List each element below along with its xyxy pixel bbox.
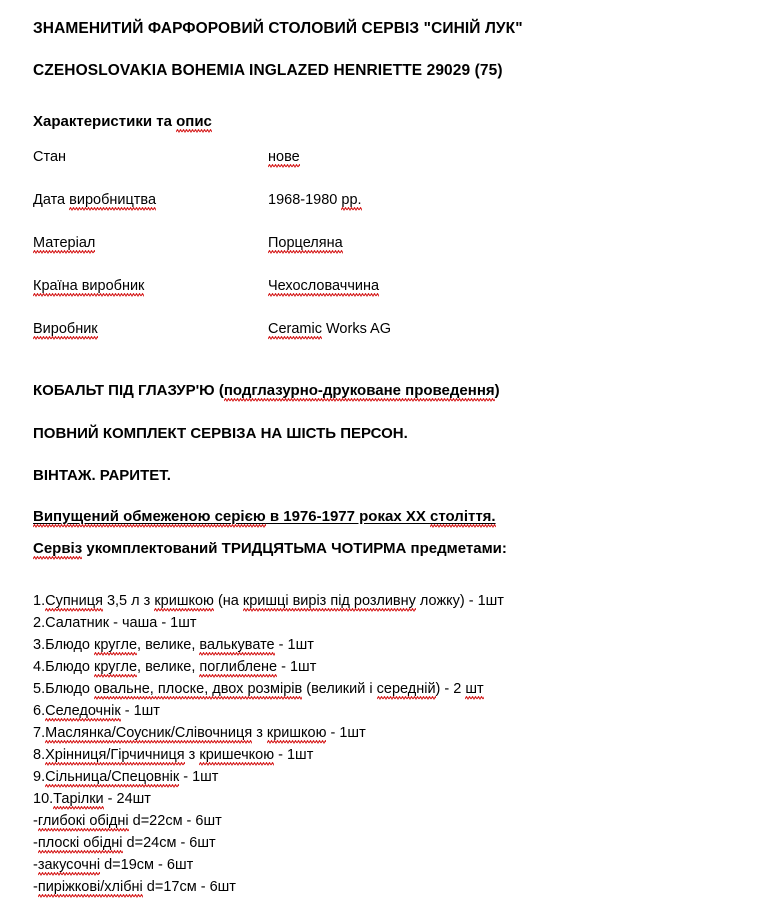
spec-value-manufacturer xyxy=(268,321,391,337)
spec-value-manufacturer-misspelled: Ceramic xyxy=(268,321,322,340)
statement-limited-mid: в 1976-1977 роках ХХ xyxy=(265,508,431,525)
list-text-misspelled: кругле xyxy=(94,637,137,656)
list-text-plain: , велике, xyxy=(137,659,200,675)
list-text-plain: 3,5 л з xyxy=(102,593,155,609)
list-text-misspelled: середній xyxy=(377,681,436,700)
statement-cobalt-tail: ) xyxy=(494,382,500,399)
list-text-misspelled: овальне, плоске, двох розмірів xyxy=(94,681,302,700)
list-text-plain: - xyxy=(33,857,38,873)
statement-count-rest: укомплектований ТРИДЦЯТЬМА ЧОТИРМА предметами: xyxy=(82,540,507,557)
list-text-plain: з xyxy=(184,747,200,763)
list-text-misspelled: Селедочнік xyxy=(45,703,121,722)
spec-key-condition: Стан xyxy=(33,149,67,165)
list-item xyxy=(33,656,733,678)
spec-value-condition-text: нове xyxy=(268,149,300,168)
list-item-number: 3. xyxy=(33,637,46,653)
list-text-plain: Блюдо xyxy=(45,681,95,697)
list-sub-item xyxy=(33,876,733,898)
spec-key-production-date xyxy=(33,192,156,208)
spec-key-manufacturer-text: Виробник xyxy=(33,321,98,340)
list-text-plain: - xyxy=(33,813,38,829)
specs-heading-misspelled: опис xyxy=(176,113,212,133)
item-list-mount xyxy=(33,590,733,898)
statement-count-misspelled: Сервіз xyxy=(33,540,82,560)
list-text-plain: - 1шт xyxy=(120,703,160,719)
list-item xyxy=(33,788,733,810)
statement-limited-misspelled-2: століття. xyxy=(430,508,496,528)
list-text-plain: , велике, xyxy=(137,637,200,653)
list-item-number: 8. xyxy=(33,747,46,763)
list-text-plain: d=19см - 6шт xyxy=(100,857,194,873)
list-text-misspelled: кришці виріз під розливну xyxy=(243,593,416,612)
statement-vintage: ВІНТАЖ. РАРИТЕТ. xyxy=(33,467,171,484)
spec-row-material xyxy=(33,235,653,278)
list-text-misspelled: шт xyxy=(465,681,483,700)
statement-limited-edition xyxy=(33,508,496,525)
list-item xyxy=(33,634,733,656)
list-text-misspelled: кришкою xyxy=(267,725,327,744)
spec-value-material xyxy=(268,235,343,251)
list-item xyxy=(33,722,733,744)
spec-key-material xyxy=(33,235,95,251)
list-text-plain: - 1шт xyxy=(274,637,314,653)
statement-cobalt-plain: КОБАЛЬТ ПІД ГЛАЗУР'Ю ( xyxy=(33,382,224,399)
list-text-plain: (великий і xyxy=(302,681,377,697)
list-text-plain: - 24шт xyxy=(103,791,151,807)
spec-key-country-text: Країна виробник xyxy=(33,278,144,297)
list-text-plain: з xyxy=(252,725,267,741)
list-item xyxy=(33,612,733,634)
specs-heading xyxy=(33,113,212,130)
list-item-number: 9. xyxy=(33,769,46,785)
spec-key-manufacturer xyxy=(33,321,98,337)
list-text-misspelled: глибокі обідні xyxy=(38,813,129,832)
list-text-plain: d=22см - 6шт xyxy=(128,813,222,829)
list-item-number: 10. xyxy=(33,791,54,807)
spec-row-condition xyxy=(33,149,653,192)
list-text-misspelled: кришечкою xyxy=(199,747,274,766)
list-item xyxy=(33,766,733,788)
list-text-misspelled: валькувате xyxy=(199,637,274,656)
document-title-secondary: CZEHOSLOVAKIA BOHEMIA INGLAZED HENRIETTE 29029 (75) xyxy=(33,62,503,79)
list-text-plain: - 1шт xyxy=(277,659,317,675)
list-text-misspelled: Маслянка/Соусник/Слівочниця xyxy=(45,725,252,744)
list-text-misspelled: кругле xyxy=(94,659,137,678)
spec-value-production-date xyxy=(268,192,362,208)
list-text-plain: d=24см - 6шт xyxy=(122,835,216,851)
statement-full-set: ПОВНИЙ КОМПЛЕКТ СЕРВІЗА НА ШІСТЬ ПЕРСОН. xyxy=(33,425,408,442)
list-item-number: 7. xyxy=(33,725,46,741)
list-text-plain: Блюдо xyxy=(45,637,95,653)
list-item-number: 4. xyxy=(33,659,46,675)
spec-key-material-text: Матеріал xyxy=(33,235,95,254)
spec-row-production-date xyxy=(33,192,653,235)
list-text-misspelled: плоскі обідні xyxy=(38,835,123,854)
spec-key-production-date-misspelled: виробництва xyxy=(69,192,156,211)
list-sub-item xyxy=(33,832,733,854)
list-text-misspelled: Супниця xyxy=(45,593,103,612)
spec-row-manufacturer xyxy=(33,321,653,364)
item-list xyxy=(33,590,733,898)
list-text-misspelled: Тарілки xyxy=(53,791,103,810)
list-text-plain: - xyxy=(33,835,38,851)
spec-key-country xyxy=(33,278,144,294)
spec-value-material-text: Порцеляна xyxy=(268,235,343,254)
list-text-misspelled: поглиблене xyxy=(199,659,277,678)
list-text-plain: - 1шт xyxy=(274,747,314,763)
list-text-misspelled: пиріжкові/хлібні xyxy=(38,879,143,898)
list-text-misspelled: кришкою xyxy=(154,593,214,612)
list-text-plain: Салатник - чаша - 1шт xyxy=(45,615,197,631)
spec-value-manufacturer-plain: Works AG xyxy=(321,321,392,337)
list-item xyxy=(33,700,733,722)
list-item-number: 1. xyxy=(33,593,46,609)
list-item-number: 5. xyxy=(33,681,46,697)
list-text-misspelled: закусочні xyxy=(38,857,100,876)
list-text-misspelled: Сільница/Спецовнік xyxy=(45,769,179,788)
specs-heading-plain: Характеристики та xyxy=(33,113,177,130)
list-item xyxy=(33,590,733,612)
list-text-plain: - xyxy=(33,879,38,895)
list-text-plain: (на xyxy=(213,593,243,609)
spec-key-production-date-plain: Дата xyxy=(33,192,70,208)
list-item xyxy=(33,678,733,700)
list-item-number: 6. xyxy=(33,703,46,719)
list-text-plain: ложку) - 1шт xyxy=(415,593,504,609)
spec-value-country-text: Чехословаччина xyxy=(268,278,379,297)
statement-cobalt-misspelled: подглазурно-друковане проведення xyxy=(224,382,495,402)
specs-table xyxy=(33,149,653,364)
statement-piece-count xyxy=(33,540,507,557)
spec-row-country xyxy=(33,278,653,321)
document-title-primary: ЗНАМЕНИТИЙ ФАРФОРОВИЙ СТОЛОВИЙ СЕРВІЗ "СИНІЙ ЛУК" xyxy=(33,20,523,37)
list-text-plain: - 1шт xyxy=(326,725,366,741)
list-item-number: 2. xyxy=(33,615,46,631)
list-item xyxy=(33,744,733,766)
list-sub-item xyxy=(33,854,733,876)
statement-cobalt-underglaze xyxy=(33,382,500,399)
list-sub-item xyxy=(33,810,733,832)
list-text-plain: ) - 2 xyxy=(435,681,466,697)
spec-value-production-date-plain: 1968-1980 xyxy=(268,192,342,208)
spec-value-condition xyxy=(268,149,300,165)
list-text-plain: d=17см - 6шт xyxy=(142,879,236,895)
spec-value-country xyxy=(268,278,379,294)
list-text-plain: - 1шт xyxy=(179,769,219,785)
statement-limited-misspelled-1: Випущений обмеженою серією xyxy=(33,508,266,528)
list-text-misspelled: Хрінниця/Гірчичниця xyxy=(45,747,185,766)
list-text-plain: Блюдо xyxy=(45,659,95,675)
spec-value-production-date-misspelled: рр. xyxy=(341,192,361,211)
